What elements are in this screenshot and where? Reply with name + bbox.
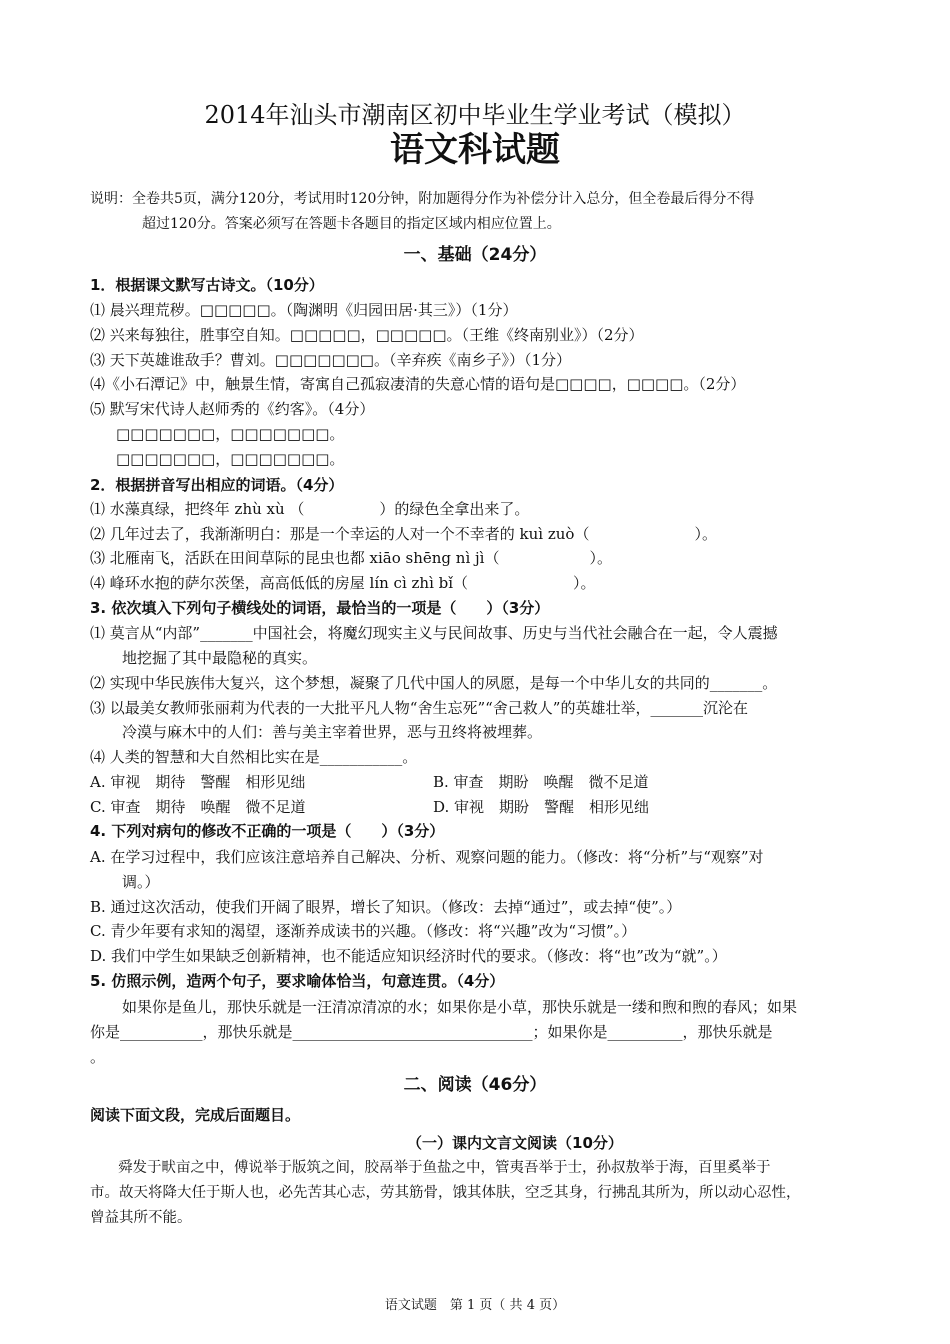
question-1-title: 1．根据课文默写古诗文。（10分） (90, 276, 324, 294)
q1-item-1: ⑴ 晨兴理荒秽。□□□□□。（陶渊明《归园田居·其三》）（1分） (90, 301, 518, 319)
q2-item-1: ⑴ 水藻真绿，把终年 zhù xù （ ）的绿色全拿出来了。 (90, 500, 530, 518)
q2-item-3: ⑶ 北雁南飞，活跃在田间草际的昆虫也都 xiāo shēng nì jì（ ）。 (90, 549, 612, 567)
instructions-line-1: 说明：全卷共5页，满分120分，考试用时120分钟，附加题得分作为补偿分计入总分，但全卷最后得分不得 (90, 191, 755, 207)
poem-line-1: □□□□□□□，□□□□□□□。 (116, 425, 345, 443)
q5-end: 。 (90, 1048, 106, 1066)
question-4-title: 4. 下列对病句的修改不正确的一项是（ ）（3分） (90, 822, 445, 840)
q3-item-4: ⑷ 人类的智慧和大自然相比实在是___________。 (90, 748, 418, 766)
q4-item-a: A. 在学习过程中，我们应该注意培养自己解决、分析、观察问题的能力。（修改：将“分析”与“观察”对 (90, 848, 764, 866)
passage-line-1: 舜发于畎亩之中，傅说举于版筑之间，胶鬲举于鱼盐之中，管夷吾举于士，孙叔敖举于海，百里奚举于 (118, 1160, 771, 1176)
passage-line-2: 市。故天将降大任于斯人也，必先苦其心志，劳其筋骨，饿其体肤，空乏其身，行拂乱其所为，所以动心忍性， (90, 1185, 801, 1201)
q5-example: 如果你是鱼儿，那快乐就是一汪清凉清凉的水；如果你是小草，那快乐就是一缕和煦和煦的春风；如果 (122, 998, 798, 1016)
q4-item-a-cont: 调。） (122, 873, 160, 891)
q3-option-a: A. 审视 期待 警醒 相形见绌 (90, 773, 306, 791)
question-5-title: 5. 仿照示例，造两个句子，要求喻体恰当，句意连贯。（4分） (90, 972, 505, 990)
q2-item-4: ⑷ 峰环水抱的萨尔茨堡，高高低低的房屋 lín cì zhì bǐ（ ）。 (90, 574, 596, 592)
section-2-heading: 二、阅读（46分） (403, 1075, 547, 1095)
q3-item-1-cont: 地挖掘了其中最隐秘的真实。 (122, 649, 318, 667)
q2-item-2: ⑵ 几年过去了，我渐渐明白：那是一个幸运的人对一个不幸者的 kuì zuò（ ）。 (90, 525, 717, 543)
subsection-1-title: （一）课内文言文阅读（10分） (407, 1134, 623, 1152)
q5-blank-line: 你是___________，那快乐就是________________________________；如果你是__________，那快乐就是 (90, 1023, 773, 1041)
exam-title: 2014年汕头市潮南区初中毕业生学业考试（模拟） (204, 101, 746, 129)
q3-item-1: ⑴ 莫言从“内部”_______中国社会，将魔幻现实主义与民间故事、历史与当代社会融合在一起，令人震撼 (90, 624, 778, 642)
reading-intro: 阅读下面文段，完成后面题目。 (90, 1106, 301, 1124)
q1-item-4: ⑷《小石潭记》中，触景生情，寄寓自己孤寂凄清的失意心情的语句是□□□□，□□□□。（2分） (90, 375, 746, 393)
poem-line-2: □□□□□□□，□□□□□□□。 (116, 450, 345, 468)
passage-line-3: 曾益其所不能。 (90, 1210, 192, 1226)
q1-item-2: ⑵ 兴来每独往，胜事空自知。□□□□□，□□□□□。（王维《终南别业》）（2分） (90, 326, 644, 344)
q1-item-3: ⑶ 天下英雄谁敌手？曹刘。□□□□□□□。（辛弃疾《南乡子》）（1分） (90, 351, 572, 369)
q3-option-d: D. 审视 期盼 警醒 相形见绌 (433, 798, 650, 816)
q4-item-d: D. 我们中学生如果缺乏创新精神，也不能适应知识经济时代的要求。（修改：将“也”改为“就”。） (90, 947, 727, 965)
subject-title: 语文科试题 (390, 130, 560, 170)
question-2-title: 2．根据拼音写出相应的词语。（4分） (90, 476, 344, 494)
q3-item-3-cont: 冷漠与麻木中的人们：善与美主宰着世界，恶与丑终将被埋葬。 (122, 723, 543, 741)
q4-item-c: C. 青少年要有求知的渴望，逐渐养成读书的兴趣。（修改：将“兴趣”改为“习惯”。） (90, 922, 637, 940)
q3-option-b: B. 审查 期盼 唤醒 微不足道 (433, 773, 649, 791)
q1-item-5: ⑸ 默写宋代诗人赵师秀的《约客》。（4分） (90, 400, 375, 418)
instructions-line-2: 超过120分。答案必须写在答题卡各题目的指定区域内相应位置上。 (142, 216, 561, 232)
q3-option-c: C. 审查 期待 唤醒 微不足道 (90, 798, 306, 816)
question-3-title: 3. 依次填入下列句子横线处的词语，最恰当的一项是（ ）（3分） (90, 599, 550, 617)
q3-item-2: ⑵ 实现中华民族伟大复兴，这个梦想，凝聚了几代中国人的夙愿，是每一个中华儿女的共同的_______。 (90, 674, 778, 692)
q3-item-3: ⑶ 以最美女教师张丽莉为代表的一大批平凡人物“舍生忘死”“舍己救人”的英雄壮举，_______沉沦在 (90, 699, 748, 717)
section-1-heading: 一、基础（24分） (403, 245, 547, 265)
q4-item-b: B. 通过这次活动，使我们开阔了眼界，增长了知识。（修改：去掉“通过”，或去掉“使”。） (90, 898, 682, 916)
page-footer: 语文试题 第 1 页（ 共 4 页） (384, 1298, 566, 1313)
